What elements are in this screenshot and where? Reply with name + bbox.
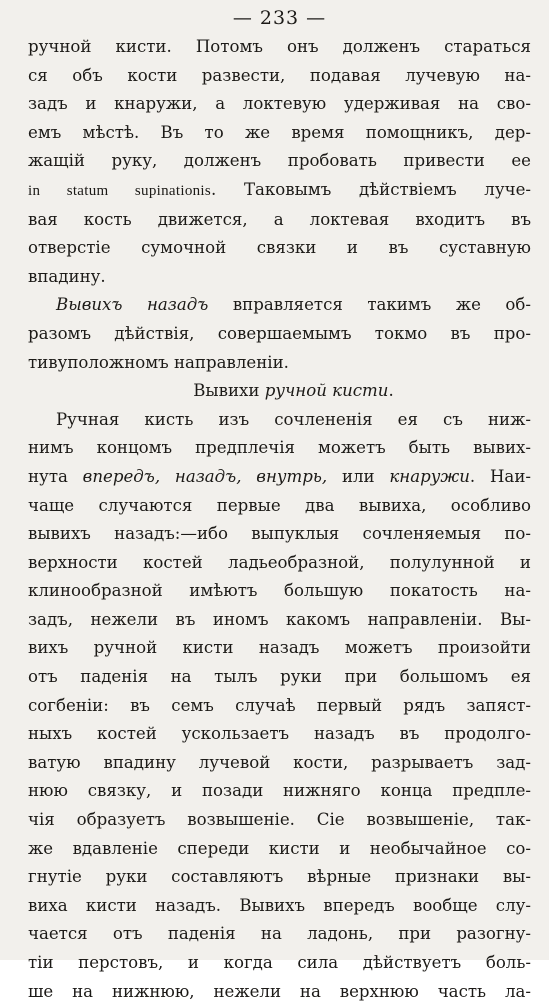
text-segment: впадину. xyxy=(28,266,106,286)
text-segment: ныхъ костей ускользаетъ назадъ въ продолго- xyxy=(28,724,531,744)
text-segment: же вдавленіе спереди кисти и необычайное со- xyxy=(28,838,531,858)
italic-text-segment: ручной кисти xyxy=(264,381,389,401)
text-line xyxy=(28,119,531,148)
text-line xyxy=(28,206,531,235)
text-segment: . Таковымъ дѣйствіемъ луче- xyxy=(211,179,531,199)
text-line xyxy=(28,777,531,806)
text-line xyxy=(28,949,531,978)
text-segment: вправляется такимъ же об- xyxy=(208,295,531,315)
text-line xyxy=(28,463,531,492)
text-line xyxy=(28,406,531,435)
text-segment: . xyxy=(388,381,394,401)
text-line xyxy=(28,663,531,692)
text-line xyxy=(28,176,531,206)
text-segment: ся объ кости развести, подавая лучевую на- xyxy=(28,65,531,85)
section-heading xyxy=(28,377,531,406)
text-line xyxy=(28,634,531,663)
text-line xyxy=(28,291,531,320)
page-number: — 233 — xyxy=(232,7,327,29)
text-line xyxy=(28,835,531,864)
text-line xyxy=(28,577,531,606)
text-segment: тивуположномъ направленіи. xyxy=(28,352,289,372)
text-segment: нюю связку, и позади нижняго конца предпле- xyxy=(28,781,531,801)
text-line xyxy=(28,720,531,749)
latin-text-segment: in statum supinationis xyxy=(28,182,212,199)
italic-text-segment: кнаружи xyxy=(389,466,470,486)
text-segment: нута xyxy=(28,466,83,486)
text-segment: гнутіе руки составляютъ вѣрные признаки вы- xyxy=(28,867,531,887)
text-line xyxy=(28,549,531,578)
text-line xyxy=(28,520,531,549)
text-segment: отверстіе сумочной связки и въ суставную xyxy=(28,238,531,258)
text-line xyxy=(28,147,531,176)
text-segment: Ручная кисть изъ сочлененія ея съ ниж- xyxy=(56,409,531,429)
text-segment: нимъ концомъ предплечія можетъ быть вывих- xyxy=(28,438,531,458)
text-segment: клинообразной имѣютъ большую покатость на- xyxy=(28,581,531,601)
text-segment: верхности костей ладьеобразной, полулунной и xyxy=(28,552,531,572)
text-segment: жащій руку, долженъ пробовать привести ее xyxy=(28,151,531,171)
text-line xyxy=(28,492,531,521)
text-line xyxy=(28,806,531,835)
text-segment: виха кисти назадъ. Вывихъ впередъ вообще слу- xyxy=(28,895,531,915)
text-segment: чается отъ паденія на ладонь, при разогну- xyxy=(28,924,531,944)
text-line xyxy=(28,692,531,721)
text-line xyxy=(28,920,531,949)
text-segment: вихъ ручной кисти назадъ можетъ произойти xyxy=(28,638,531,658)
text-segment: разомъ дѣйствія, совершаемымъ токмо въ про- xyxy=(28,323,531,343)
text-line xyxy=(28,320,531,349)
text-segment: . Наи- xyxy=(469,466,531,486)
text-line xyxy=(28,349,531,378)
text-line xyxy=(28,978,531,1006)
italic-text-segment: Вывихъ назадъ xyxy=(56,295,209,315)
text-segment: или xyxy=(327,466,390,486)
text-segment: емъ мѣстѣ. Въ то же время помощникъ, дер- xyxy=(28,122,531,142)
text-segment: вая кость движется, а локтевая входитъ въ xyxy=(28,209,531,229)
text-segment: тіи перстовъ, и когда сила дѣйствуетъ боль- xyxy=(28,953,531,972)
text-line xyxy=(28,434,531,463)
text-segment: чія образуетъ возвышеніе. Сіе возвышеніе, так- xyxy=(28,810,531,830)
text-segment: согбеніи: въ семъ случаѣ первый рядъ запяст- xyxy=(28,695,531,715)
text-segment: ручной кисти. Потомъ онъ долженъ стараться xyxy=(28,37,531,56)
text-segment: задъ, нежели въ иномъ какомъ направленіи. Вы- xyxy=(28,609,531,629)
text-line xyxy=(28,33,531,62)
body-text xyxy=(28,33,531,1006)
text-line xyxy=(28,234,531,263)
text-line xyxy=(28,863,531,892)
text-line xyxy=(28,263,531,292)
text-line xyxy=(28,62,531,91)
text-segment: ватую впадину лучевой кости, разрываетъ зад- xyxy=(28,752,531,772)
text-segment: вывихъ назадъ:—ибо выпуклыя сочленяемыя по- xyxy=(28,524,531,544)
text-segment: Вывихи xyxy=(193,381,265,401)
text-segment: задъ и кнаружи, а локтевую удерживая на сво- xyxy=(28,94,531,114)
text-segment: ше на нижнюю, нежели на верхнюю часть ла- xyxy=(28,981,531,1001)
text-line xyxy=(28,90,531,119)
italic-text-segment: впередъ, назадъ, внутрь, xyxy=(82,466,328,486)
text-line xyxy=(28,606,531,635)
text-line xyxy=(28,749,531,778)
text-line xyxy=(28,892,531,921)
text-segment: отъ паденія на тылъ руки при большомъ ея xyxy=(28,667,531,687)
text-segment: чаще случаются первые два вывиха, особливо xyxy=(28,495,531,515)
